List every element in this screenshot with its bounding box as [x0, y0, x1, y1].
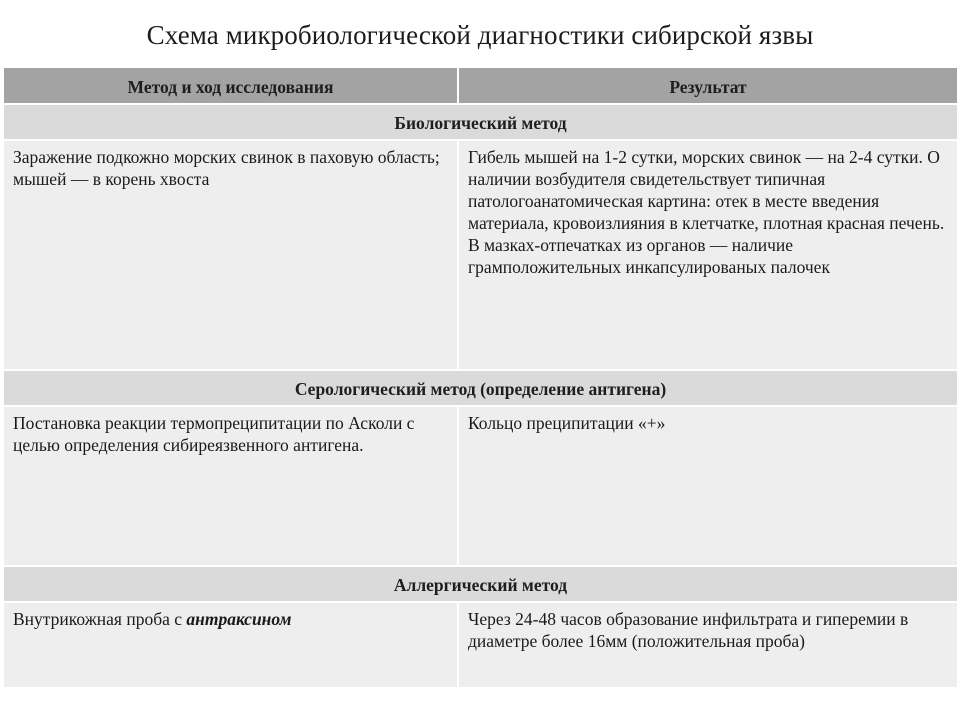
section-title: Серологический метод (определение антигена) [294, 379, 667, 399]
method-cell [4, 603, 459, 687]
section-title: Аллергический метод [393, 575, 568, 595]
result-cell: Гибель мышей на 1-2 сутки, морских свинок — на 2-4 сутки. О наличии возбудителя свидетельствует типичная патологоанатомическая картина: отек в месте введения материала, кровоизлияния в клетчатке, плотная красная печень. В мазках-отпечатках из органов — наличие грамположительных инкапсулированых палочек [459, 141, 957, 369]
table-row [4, 603, 957, 689]
diagnostics-table [4, 68, 957, 689]
header-method: Метод и ход исследования [4, 68, 459, 103]
table-row [4, 141, 957, 371]
table-row [4, 407, 957, 567]
method-text: Внутрикожная проба с [13, 609, 187, 629]
result-cell: Кольцо преципитации «+» [459, 407, 957, 565]
header-result: Результат [669, 77, 747, 97]
page-title: Схема микробиологической диагностики сибирской язвы [146, 20, 814, 50]
section-title: Биологический метод [394, 113, 567, 133]
table-header-row [4, 68, 957, 105]
section-row-biological [4, 105, 957, 141]
method-cell: Постановка реакции термопреципитации по Асколи с целью определения сибиреязвенного антигена. [4, 407, 459, 565]
section-row-serological [4, 371, 957, 407]
method-emphasis: антраксином [186, 609, 292, 629]
section-row-allergic [4, 567, 957, 603]
method-cell: Заражение подкожно морских свинок в паховую область; мышей — в корень хвоста [4, 141, 459, 369]
result-cell: Через 24-48 часов образование инфильтрата и гиперемии в диаметре более 16мм (положительная проба) [459, 603, 957, 687]
